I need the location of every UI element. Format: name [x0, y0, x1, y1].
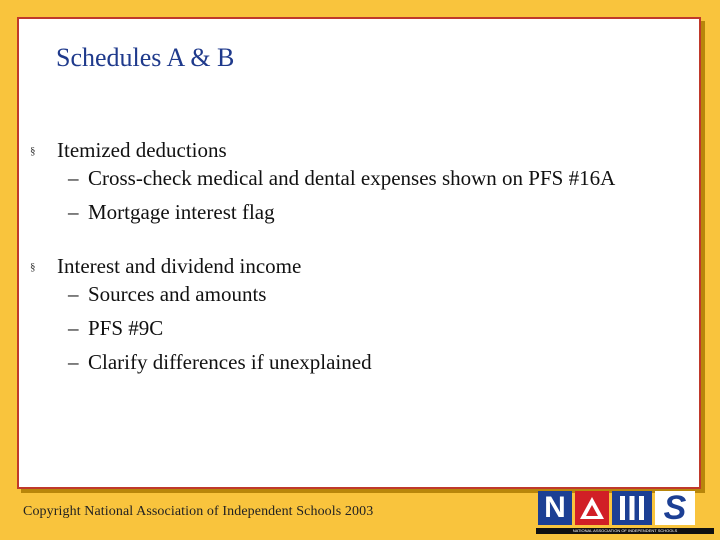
bullet-item [30, 138, 690, 234]
slide-title: Schedules A & B [56, 43, 235, 72]
sub-bullet [30, 282, 690, 316]
sub-bullet [30, 200, 690, 234]
logo-triangle-icon [575, 491, 609, 525]
nais-logo [536, 488, 714, 534]
bullet-line [30, 138, 690, 166]
logo-letter-n: N [538, 491, 572, 525]
sub-bullet [30, 350, 690, 384]
dash-icon: – [68, 166, 79, 190]
sub-bullet-text: Cross-check medical and dental expenses shown on PFS #16A [88, 166, 616, 190]
copyright-footer: Copyright National Association of Independent Schools 2003 [23, 504, 374, 519]
sub-bullet [30, 166, 690, 200]
logo-caption: NATIONAL ASSOCIATION OF INDEPENDENT SCHOOLS [536, 528, 714, 534]
dash-icon: – [68, 316, 79, 340]
dash-icon: – [68, 350, 79, 374]
bullet-text: Interest and dividend income [57, 254, 302, 278]
bullet-list [30, 138, 690, 404]
logo-letter-s: S [655, 491, 695, 525]
bullet-marker-icon: § [30, 145, 36, 157]
sub-bullet-text: PFS #9C [88, 316, 164, 340]
bullet-item [30, 254, 690, 384]
logo-columns-icon [612, 491, 652, 525]
sub-bullet-text: Clarify differences if unexplained [88, 350, 372, 374]
bullet-line [30, 254, 690, 282]
sub-bullet-text: Sources and amounts [88, 282, 267, 306]
sub-bullet [30, 316, 690, 350]
triangle-icon [579, 495, 605, 521]
bullet-text: Itemized deductions [57, 138, 227, 162]
dash-icon: – [68, 282, 79, 306]
sub-bullet-text: Mortgage interest flag [88, 200, 275, 224]
bullet-marker-icon: § [30, 261, 36, 273]
dash-icon: – [68, 200, 79, 224]
columns-icon [617, 494, 647, 522]
